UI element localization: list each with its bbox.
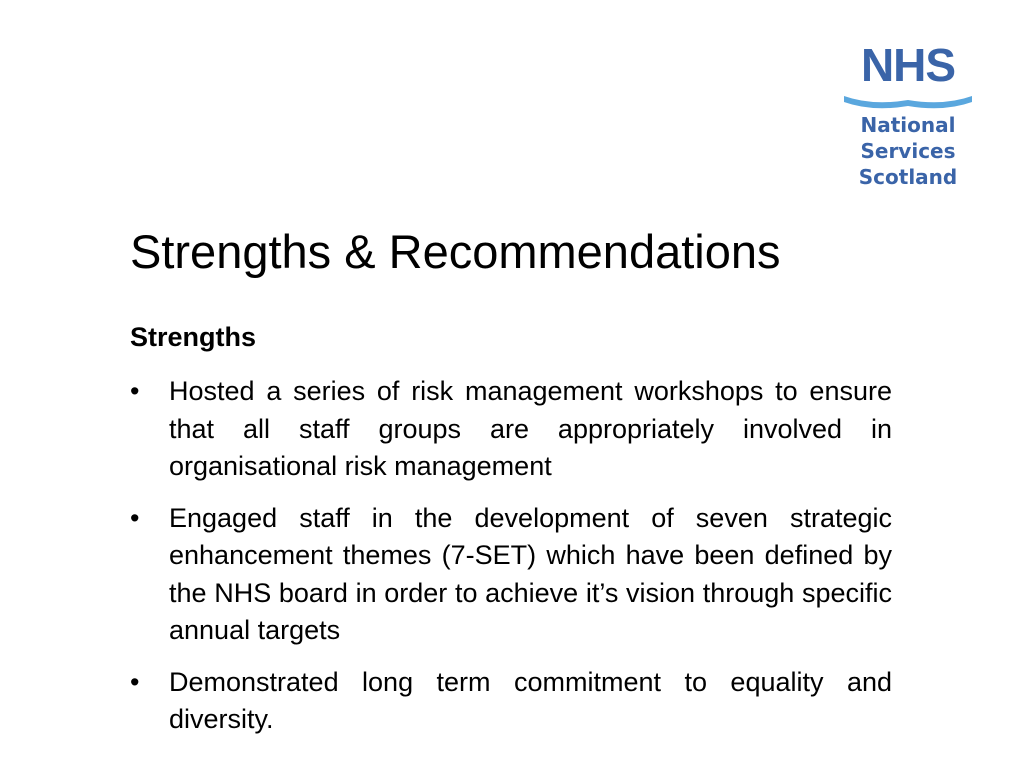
- bullet-text: Hosted a series of risk management workshops to ensure that all staff groups are appropriately involved in organisational risk management: [169, 376, 892, 481]
- logo-subtitle-line-2: Services: [860, 139, 956, 163]
- bullet-text: Engaged staff in the development of seven strategic enhancement themes (7-SET) which have been defined by the NHS board in order to achieve it’s vision through specific annual targets: [169, 502, 892, 645]
- slide-title: Strengths & Recommendations: [130, 225, 781, 278]
- bullet-item: [130, 500, 892, 650]
- section-heading: Strengths: [130, 322, 257, 352]
- nhs-scotland-logo: [838, 39, 978, 189]
- bullet-marker: •: [130, 502, 140, 533]
- logo-subtitle-line-1: National: [860, 113, 956, 137]
- bullet-marker: •: [130, 376, 140, 406]
- logo-subtitle-line-3: Scotland: [858, 165, 958, 189]
- bullet-text: Demonstrated long term commitment to equality and diversity.: [169, 666, 892, 734]
- bullet-item: [130, 373, 892, 486]
- logo-nhs-wordmark: NHS: [860, 39, 956, 91]
- bullet-list: [130, 373, 892, 753]
- logo-wave-icon: [842, 90, 974, 112]
- bullet-item: [130, 664, 892, 739]
- logo-subtitle: [848, 112, 968, 190]
- bullet-marker: •: [130, 666, 140, 697]
